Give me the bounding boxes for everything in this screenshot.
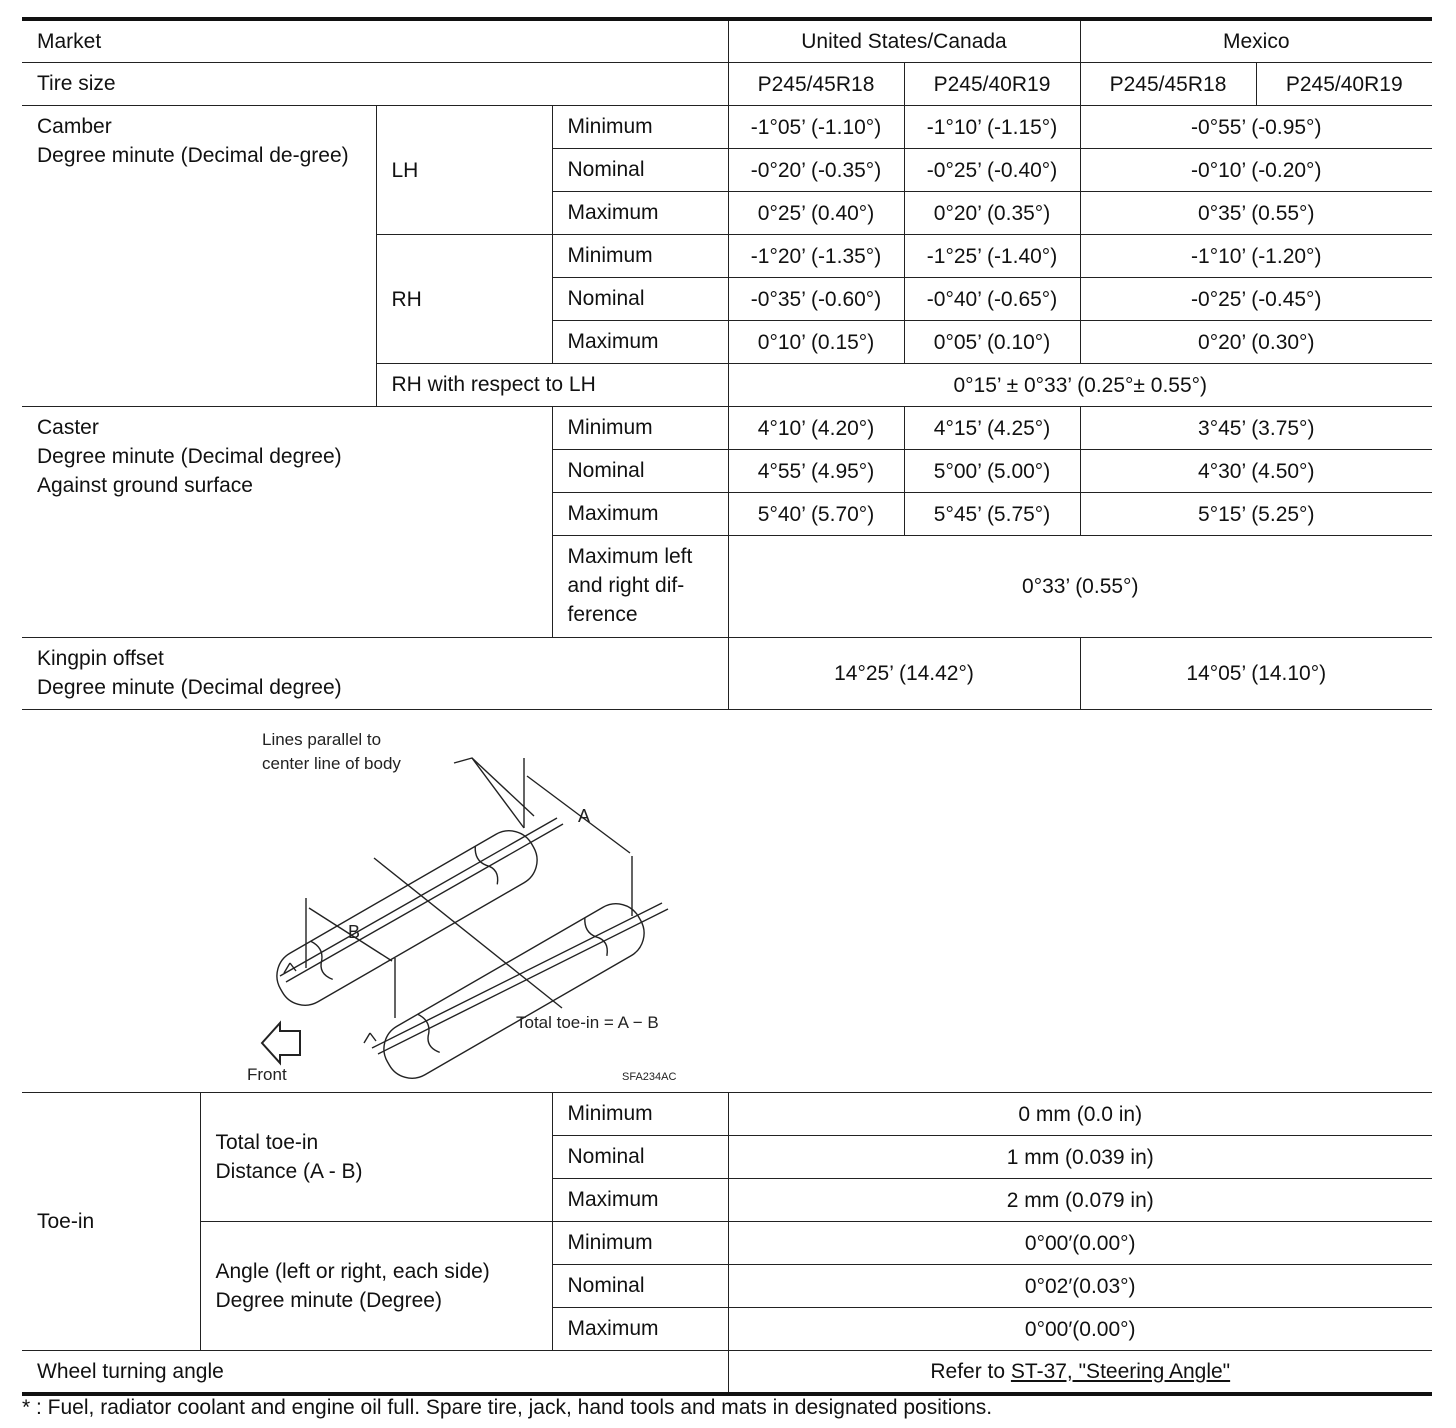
- value-cell: -0°25’ (-0.45°): [1080, 278, 1432, 321]
- lower-parallel-line: [378, 909, 668, 1054]
- camber-lh-label: LH: [376, 106, 552, 235]
- tire-size-row: [22, 63, 1432, 106]
- row-label: Minimum: [552, 235, 728, 278]
- figure-row: [22, 710, 1432, 1093]
- row-label: Nominal: [552, 1265, 728, 1308]
- value-cell: -0°55’ (-0.95°): [1080, 106, 1432, 149]
- row-label: Maximum: [552, 1179, 728, 1222]
- refer-prefix: Refer to: [930, 1360, 1011, 1383]
- toe-angle-cell: [200, 1222, 552, 1351]
- kingpin-title: Kingpin offset: [37, 647, 164, 670]
- value-cell: -1°05’ (-1.10°): [728, 106, 904, 149]
- upper-tire: [267, 821, 546, 1014]
- caster-min-row: [22, 407, 1432, 450]
- value-cell: 0°25’ (0.40°): [728, 192, 904, 235]
- value-cell: 0°00′(0.00°): [728, 1308, 1432, 1351]
- tire-size-label: Tire size: [22, 63, 728, 106]
- wheel-turning-value: [728, 1351, 1432, 1395]
- kingpin-row: [22, 638, 1432, 710]
- caster-title: Caster: [37, 416, 99, 439]
- value-cell: 2 mm (0.079 in): [728, 1179, 1432, 1222]
- row-label: Minimum: [552, 407, 728, 450]
- value-cell: 0°10’ (0.15°): [728, 321, 904, 364]
- toe-dist-min-row: [22, 1093, 1432, 1136]
- caster-diff-label: Maximum left and right dif-ference: [552, 536, 728, 638]
- row-label: Nominal: [552, 450, 728, 493]
- total-toe-in-label: Total toe-in = A − B: [516, 1013, 659, 1032]
- row-label: Minimum: [552, 1093, 728, 1136]
- value-cell: 0 mm (0.0 in): [728, 1093, 1432, 1136]
- camber-subtitle: Degree minute (Decimal de-gree): [37, 144, 349, 167]
- leader-line: [472, 758, 534, 816]
- kingpin-mx-value: 14°05’ (14.10°): [1080, 638, 1432, 710]
- value-cell: -1°20’ (-1.35°): [728, 235, 904, 278]
- market-row: [22, 19, 1432, 63]
- toe-angle-min-row: [22, 1222, 1432, 1265]
- value-cell: 4°15’ (4.25°): [904, 407, 1080, 450]
- arrow-mark: [364, 1033, 376, 1043]
- row-label: Nominal: [552, 278, 728, 321]
- arrow-mark: [284, 963, 296, 973]
- market-mexico: Mexico: [1080, 19, 1432, 63]
- front-label: Front: [247, 1065, 287, 1083]
- figure-code: SFA234AC: [622, 1071, 677, 1083]
- kingpin-line2: Degree minute (Decimal degree): [37, 676, 342, 699]
- caster-label-cell: [22, 407, 552, 638]
- rh-wrt-lh-label: RH with respect to LH: [376, 364, 728, 407]
- value-cell: 0°00′(0.00°): [728, 1222, 1432, 1265]
- value-cell: 0°02′(0.03°): [728, 1265, 1432, 1308]
- market-us-canada: United States/Canada: [728, 19, 1080, 63]
- row-label: Minimum: [552, 1222, 728, 1265]
- row-label: Maximum: [552, 493, 728, 536]
- value-cell: -0°40’ (-0.65°): [904, 278, 1080, 321]
- market-label: Market: [22, 19, 728, 63]
- value-cell: -0°25’ (-0.40°): [904, 149, 1080, 192]
- value-cell: 4°30’ (4.50°): [1080, 450, 1432, 493]
- row-label: Maximum: [552, 192, 728, 235]
- row-label: Minimum: [552, 106, 728, 149]
- toe-in-diagram: [232, 718, 732, 1083]
- caster-line2: Degree minute (Decimal degree): [37, 445, 342, 468]
- caster-diff-value: 0°33’ (0.55°): [728, 536, 1432, 638]
- row-label: Maximum: [552, 1308, 728, 1351]
- toe-distance-line2: Distance (A - B): [215, 1160, 363, 1183]
- footnote: * : Fuel, radiator coolant and engine oil full. Spare tire, jack, hand tools and mats in designated positions.: [22, 1396, 993, 1419]
- camber-label-cell: [22, 106, 376, 407]
- wheel-turning-row: [22, 1351, 1432, 1395]
- dim-b-label: B: [348, 922, 361, 942]
- value-cell: 4°55’ (4.95°): [728, 450, 904, 493]
- lines-label-1: Lines parallel to: [262, 730, 382, 749]
- spec-table-container: [22, 17, 1432, 1396]
- figure-cell: [22, 710, 1432, 1093]
- value-cell: 5°45’ (5.75°): [904, 493, 1080, 536]
- toe-distance-cell: [200, 1093, 552, 1222]
- upper-parallel-line: [286, 824, 563, 982]
- value-cell: 4°10’ (4.20°): [728, 407, 904, 450]
- toe-angle-line1: Angle (left or right, each side): [215, 1260, 490, 1283]
- value-cell: -0°10’ (-0.20°): [1080, 149, 1432, 192]
- tire-size-us-19: P245/40R19: [904, 63, 1080, 106]
- rh-wrt-lh-value: 0°15’ ± 0°33’ (0.25°± 0.55°): [728, 364, 1432, 407]
- camber-title: Camber: [37, 115, 112, 138]
- value-cell: 1 mm (0.039 in): [728, 1136, 1432, 1179]
- value-cell: -1°10’ (-1.20°): [1080, 235, 1432, 278]
- value-cell: 5°00’ (5.00°): [904, 450, 1080, 493]
- value-cell: -0°35’ (-0.60°): [728, 278, 904, 321]
- value-cell: 0°05’ (0.10°): [904, 321, 1080, 364]
- steering-angle-link[interactable]: ST-37, "Steering Angle": [1010, 1360, 1231, 1383]
- value-cell: 5°40’ (5.70°): [728, 493, 904, 536]
- value-cell: 0°20’ (0.30°): [1080, 321, 1432, 364]
- row-label: Maximum: [552, 321, 728, 364]
- wheel-turning-label: Wheel turning angle: [22, 1351, 728, 1395]
- toe-in-title: Toe-in: [22, 1093, 200, 1351]
- value-cell: -0°20’ (-0.35°): [728, 149, 904, 192]
- leader-line: [454, 758, 524, 828]
- tire-size-mx-19: P245/40R19: [1256, 63, 1432, 106]
- row-label: Nominal: [552, 1136, 728, 1179]
- camber-lh-min-row: [22, 106, 1432, 149]
- tire-size-mx-18: P245/45R18: [1080, 63, 1256, 106]
- toe-distance-line1: Total toe-in: [215, 1131, 319, 1154]
- value-cell: 5°15’ (5.25°): [1080, 493, 1432, 536]
- value-cell: -1°25’ (-1.40°): [904, 235, 1080, 278]
- lines-label-2: center line of body: [262, 754, 401, 773]
- kingpin-label-cell: [22, 638, 728, 710]
- toe-in-figure: [22, 710, 1432, 1092]
- tire-size-us-18: P245/45R18: [728, 63, 904, 106]
- row-label: Nominal: [552, 149, 728, 192]
- value-cell: -1°10’ (-1.15°): [904, 106, 1080, 149]
- lower-tire: [374, 894, 653, 1083]
- front-arrow-icon: [262, 1023, 300, 1063]
- value-cell: 3°45’ (3.75°): [1080, 407, 1432, 450]
- kingpin-us-value: 14°25’ (14.42°): [728, 638, 1080, 710]
- toe-angle-line2: Degree minute (Degree): [215, 1289, 442, 1312]
- wheel-alignment-spec-table: [22, 17, 1432, 1396]
- upper-parallel-line: [280, 818, 557, 976]
- dim-a-label: A: [578, 806, 591, 826]
- caster-line3: Against ground surface: [37, 474, 253, 497]
- value-cell: 0°20’ (0.35°): [904, 192, 1080, 235]
- camber-rh-label: RH: [376, 235, 552, 364]
- value-cell: 0°35’ (0.55°): [1080, 192, 1432, 235]
